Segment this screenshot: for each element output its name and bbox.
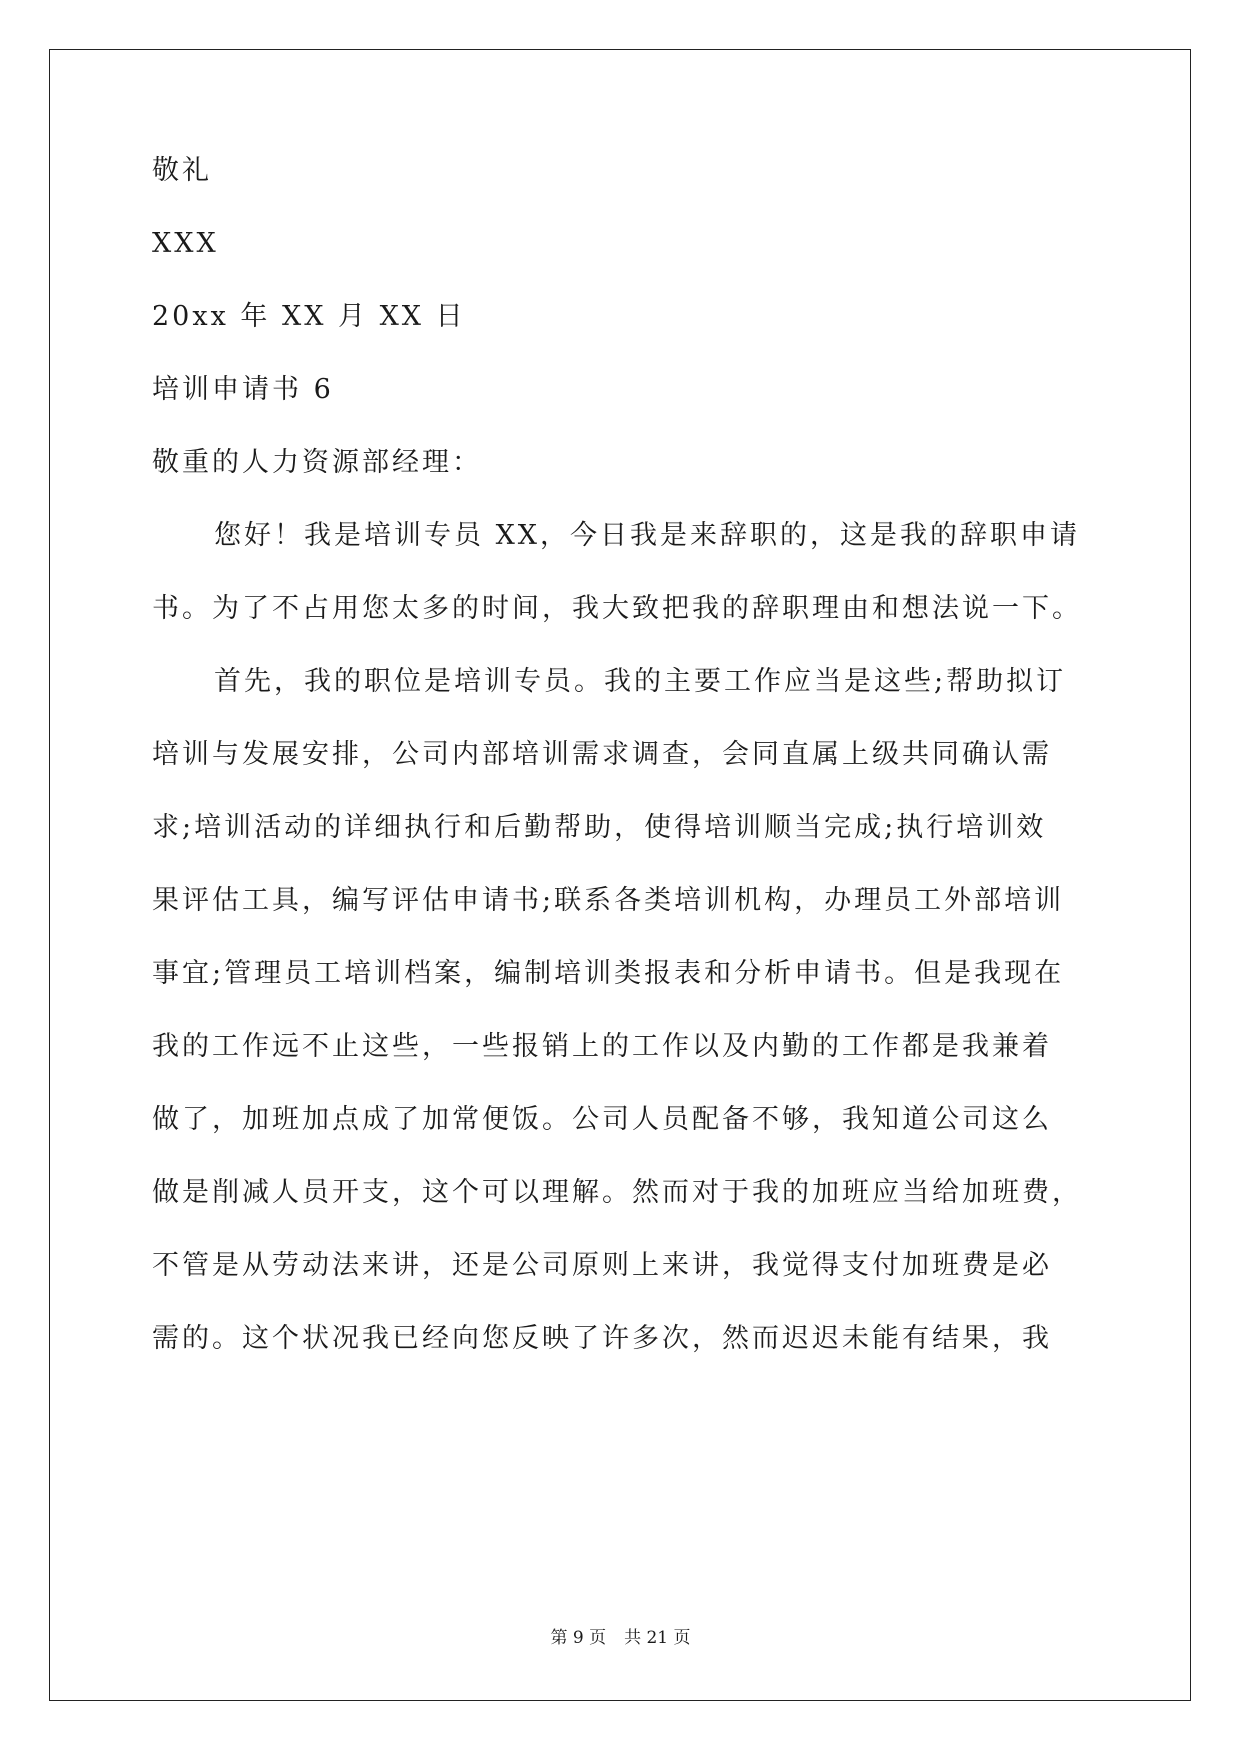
paragraph-2-line: 首先，我的职位是培训专员。我的主要工作应当是这些;帮助拟订 xyxy=(214,666,1067,697)
paragraph-2-line: 求;培训活动的详细执行和后勤帮助，使得培训顺当完成;执行培训效 xyxy=(152,812,1047,843)
letter-date: 20xx 年 XX 月 XX 日 xyxy=(152,301,466,332)
paragraph-2-line: 事宜;管理员工培训档案，编制培训类报表和分析申请书。但是我现在 xyxy=(152,958,1065,989)
paragraph-2-line: 果评估工具，编写评估申请书;联系各类培训机构，办理员工外部培训 xyxy=(152,885,1065,916)
current-page-label: 第 9 页 xyxy=(550,1628,607,1648)
page-number-footer xyxy=(0,1623,1241,1648)
paragraph-2-line: 不管是从劳动法来讲，还是公司原则上来讲，我觉得支付加班费是必 xyxy=(152,1250,1052,1281)
paragraph-1-line: 您好！我是培训专员 XX，今日我是来辞职的，这是我的辞职申请 xyxy=(214,520,1081,551)
paragraph-2-line: 我的工作远不止这些，一些报销上的工作以及内勤的工作都是我兼着 xyxy=(152,1031,1052,1062)
salutation: 敬重的人力资源部经理： xyxy=(152,447,482,478)
closing-line: 敬礼 xyxy=(152,155,212,186)
paragraph-2-line: 做了，加班加点成了加常便饭。公司人员配备不够，我知道公司这么 xyxy=(152,1104,1052,1135)
signature-name: XXX xyxy=(152,228,219,259)
paragraph-2-line: 做是削减人员开支，这个可以理解。然而对于我的加班应当给加班费， xyxy=(152,1177,1082,1208)
paragraph-1-line: 书。为了不占用您太多的时间，我大致把我的辞职理由和想法说一下。 xyxy=(152,593,1082,624)
total-pages-label: 共 21 页 xyxy=(624,1628,691,1648)
paragraph-2-line: 需的。这个状况我已经向您反映了许多次，然而迟迟未能有结果，我 xyxy=(152,1323,1052,1354)
paragraph-2-line: 培训与发展安排，公司内部培训需求调查，会同直属上级共同确认需 xyxy=(152,739,1052,770)
page-border xyxy=(49,49,1191,1701)
section-title: 培训申请书 6 xyxy=(152,374,334,405)
